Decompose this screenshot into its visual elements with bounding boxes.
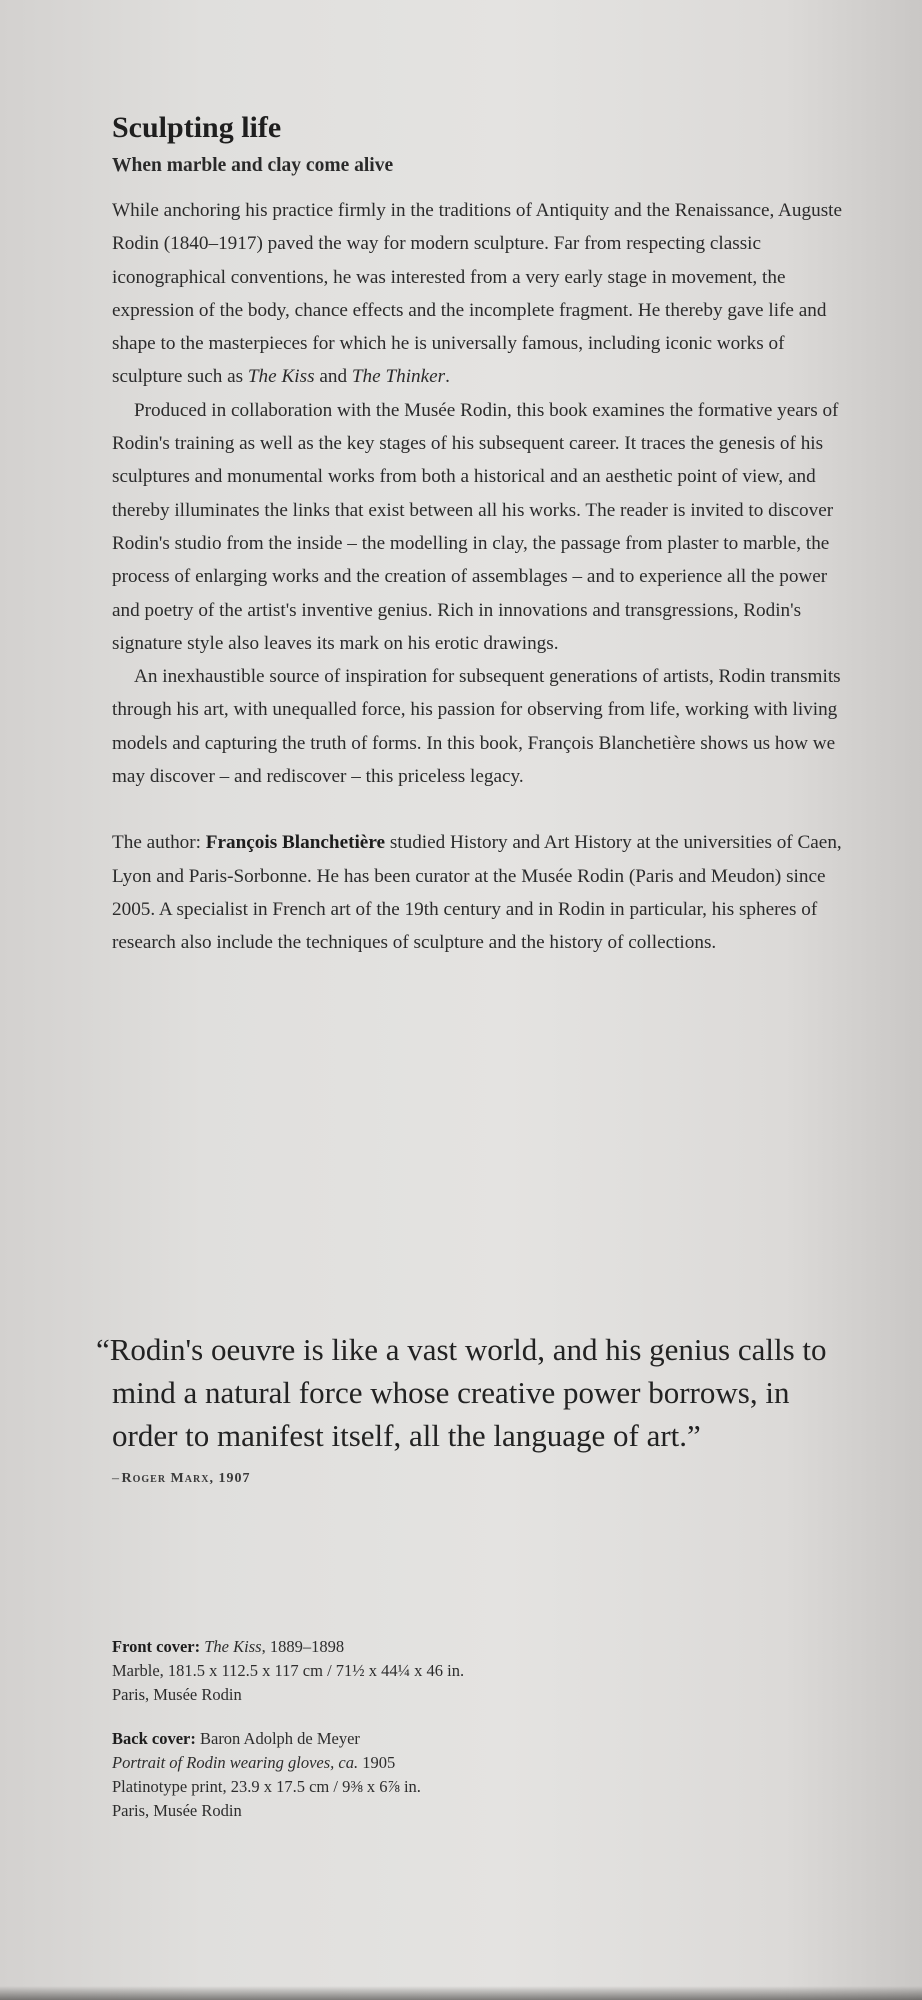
author-name: François Blanchetière bbox=[205, 832, 386, 854]
cover-credits bbox=[112, 1635, 842, 1843]
back-cover-artist: Baron Adolph de Meyer bbox=[199, 1729, 360, 1748]
author-label: The author: bbox=[112, 832, 206, 854]
description bbox=[112, 194, 842, 793]
back-cover-location: Paris, Musée Rodin bbox=[112, 1801, 242, 1820]
description-paragraph-3: An inexhaustible source of inspiration for subsequent generations of artists, Rodin transmits through his art, with unequalled force, his passion for observing from life, working with living models and capturing the truth of forms. In this book, François Blanchetière shows us how we may discover – and rediscover – this priceless legacy. bbox=[112, 666, 841, 788]
front-cover-credit bbox=[112, 1635, 842, 1707]
quote-attribution bbox=[112, 1471, 842, 1487]
pull-quote: “Rodin's oeuvre is like a vast world, and his genius calls to mind a natural force whose creative power borrows, in order to manifest itself, all the language of art.” bbox=[96, 1332, 827, 1453]
author-bio-paragraph bbox=[112, 826, 842, 959]
description-paragraph-2: Produced in collaboration with the Musée Rodin, this book examines the formative years of Rodin's training as well as the key stages of his subsequent career. It traces the genesis of his sculptures and monumental works from both a historical and an aesthetic point of view, and thereby illuminates the links that exist between all his works. The reader is invited to discover Rodin's studio from the inside – the modelling in clay, the passage from plaster to marble, the process of enlarging works and the creation of assemblages – and to experience all the power and poetry of the artist's inventive genius. Rich in innovations and transgressions, Rodin's signature style also leaves its mark on his erotic drawings. bbox=[112, 399, 839, 654]
front-cover-title: The Kiss bbox=[204, 1637, 262, 1656]
paragraph-1-text: While anchoring his practice firmly in the traditions of Antiquity and the Renaissance, Auguste Rodin (1840–1917) paved the way for modern sculpture. Far from respecting classic iconographical conventions, he was interested from a very early stage in movement, the expression of the body, chance effects and the incomplete fragment. He thereby gave life and shape to the masterpieces for which he is universally famous, including iconic works of sculpture such as bbox=[112, 200, 843, 388]
quote-block bbox=[96, 1328, 842, 1487]
description-paragraph-1 bbox=[112, 194, 842, 394]
paragraph-1-end: . bbox=[445, 366, 450, 388]
front-cover-medium: Marble, 181.5 x 112.5 x 117 cm / 71½ x 44¼ x 46 in. bbox=[112, 1661, 465, 1680]
back-cover-medium: Platinotype print, 23.9 x 17.5 cm / 9⅜ x 6⅞ in. bbox=[112, 1777, 421, 1796]
work-title-the-thinker: The Thinker bbox=[351, 366, 446, 388]
front-cover-line bbox=[112, 1635, 842, 1659]
back-cover-credit bbox=[112, 1727, 842, 1823]
back-cover-line bbox=[112, 1727, 842, 1751]
front-cover-date: , 1889–1898 bbox=[261, 1637, 345, 1656]
attribution-dash: – bbox=[112, 1471, 120, 1486]
work-title-the-kiss: The Kiss bbox=[247, 366, 315, 388]
page-title: Sculpting life bbox=[112, 111, 282, 144]
back-cover-title-line bbox=[112, 1751, 842, 1775]
author-bio-text: studied History and Art History at the universities of Caen, Lyon and Paris-Sorbonne. He has been curator at the Musée Rodin (Paris and Meudon) since 2005. A specialist in French art of the 19th century and in Rodin in particular, his spheres of research also include the techniques of sculpture and the history of collections. bbox=[112, 832, 842, 954]
paragraph-1-conjunction: and bbox=[314, 366, 352, 388]
attribution-name: Roger Marx, 1907 bbox=[121, 1471, 251, 1486]
back-cover-date: 1905 bbox=[358, 1753, 396, 1772]
back-cover-label: Back cover: bbox=[112, 1729, 196, 1748]
front-cover-label: Front cover: bbox=[112, 1637, 201, 1656]
page-subtitle: When marble and clay come alive bbox=[112, 155, 394, 176]
author-bio bbox=[112, 826, 842, 959]
back-cover-title: Portrait of Rodin wearing gloves, ca. bbox=[112, 1753, 359, 1772]
front-cover-location: Paris, Musée Rodin bbox=[112, 1685, 242, 1704]
blurb-section bbox=[112, 110, 842, 960]
